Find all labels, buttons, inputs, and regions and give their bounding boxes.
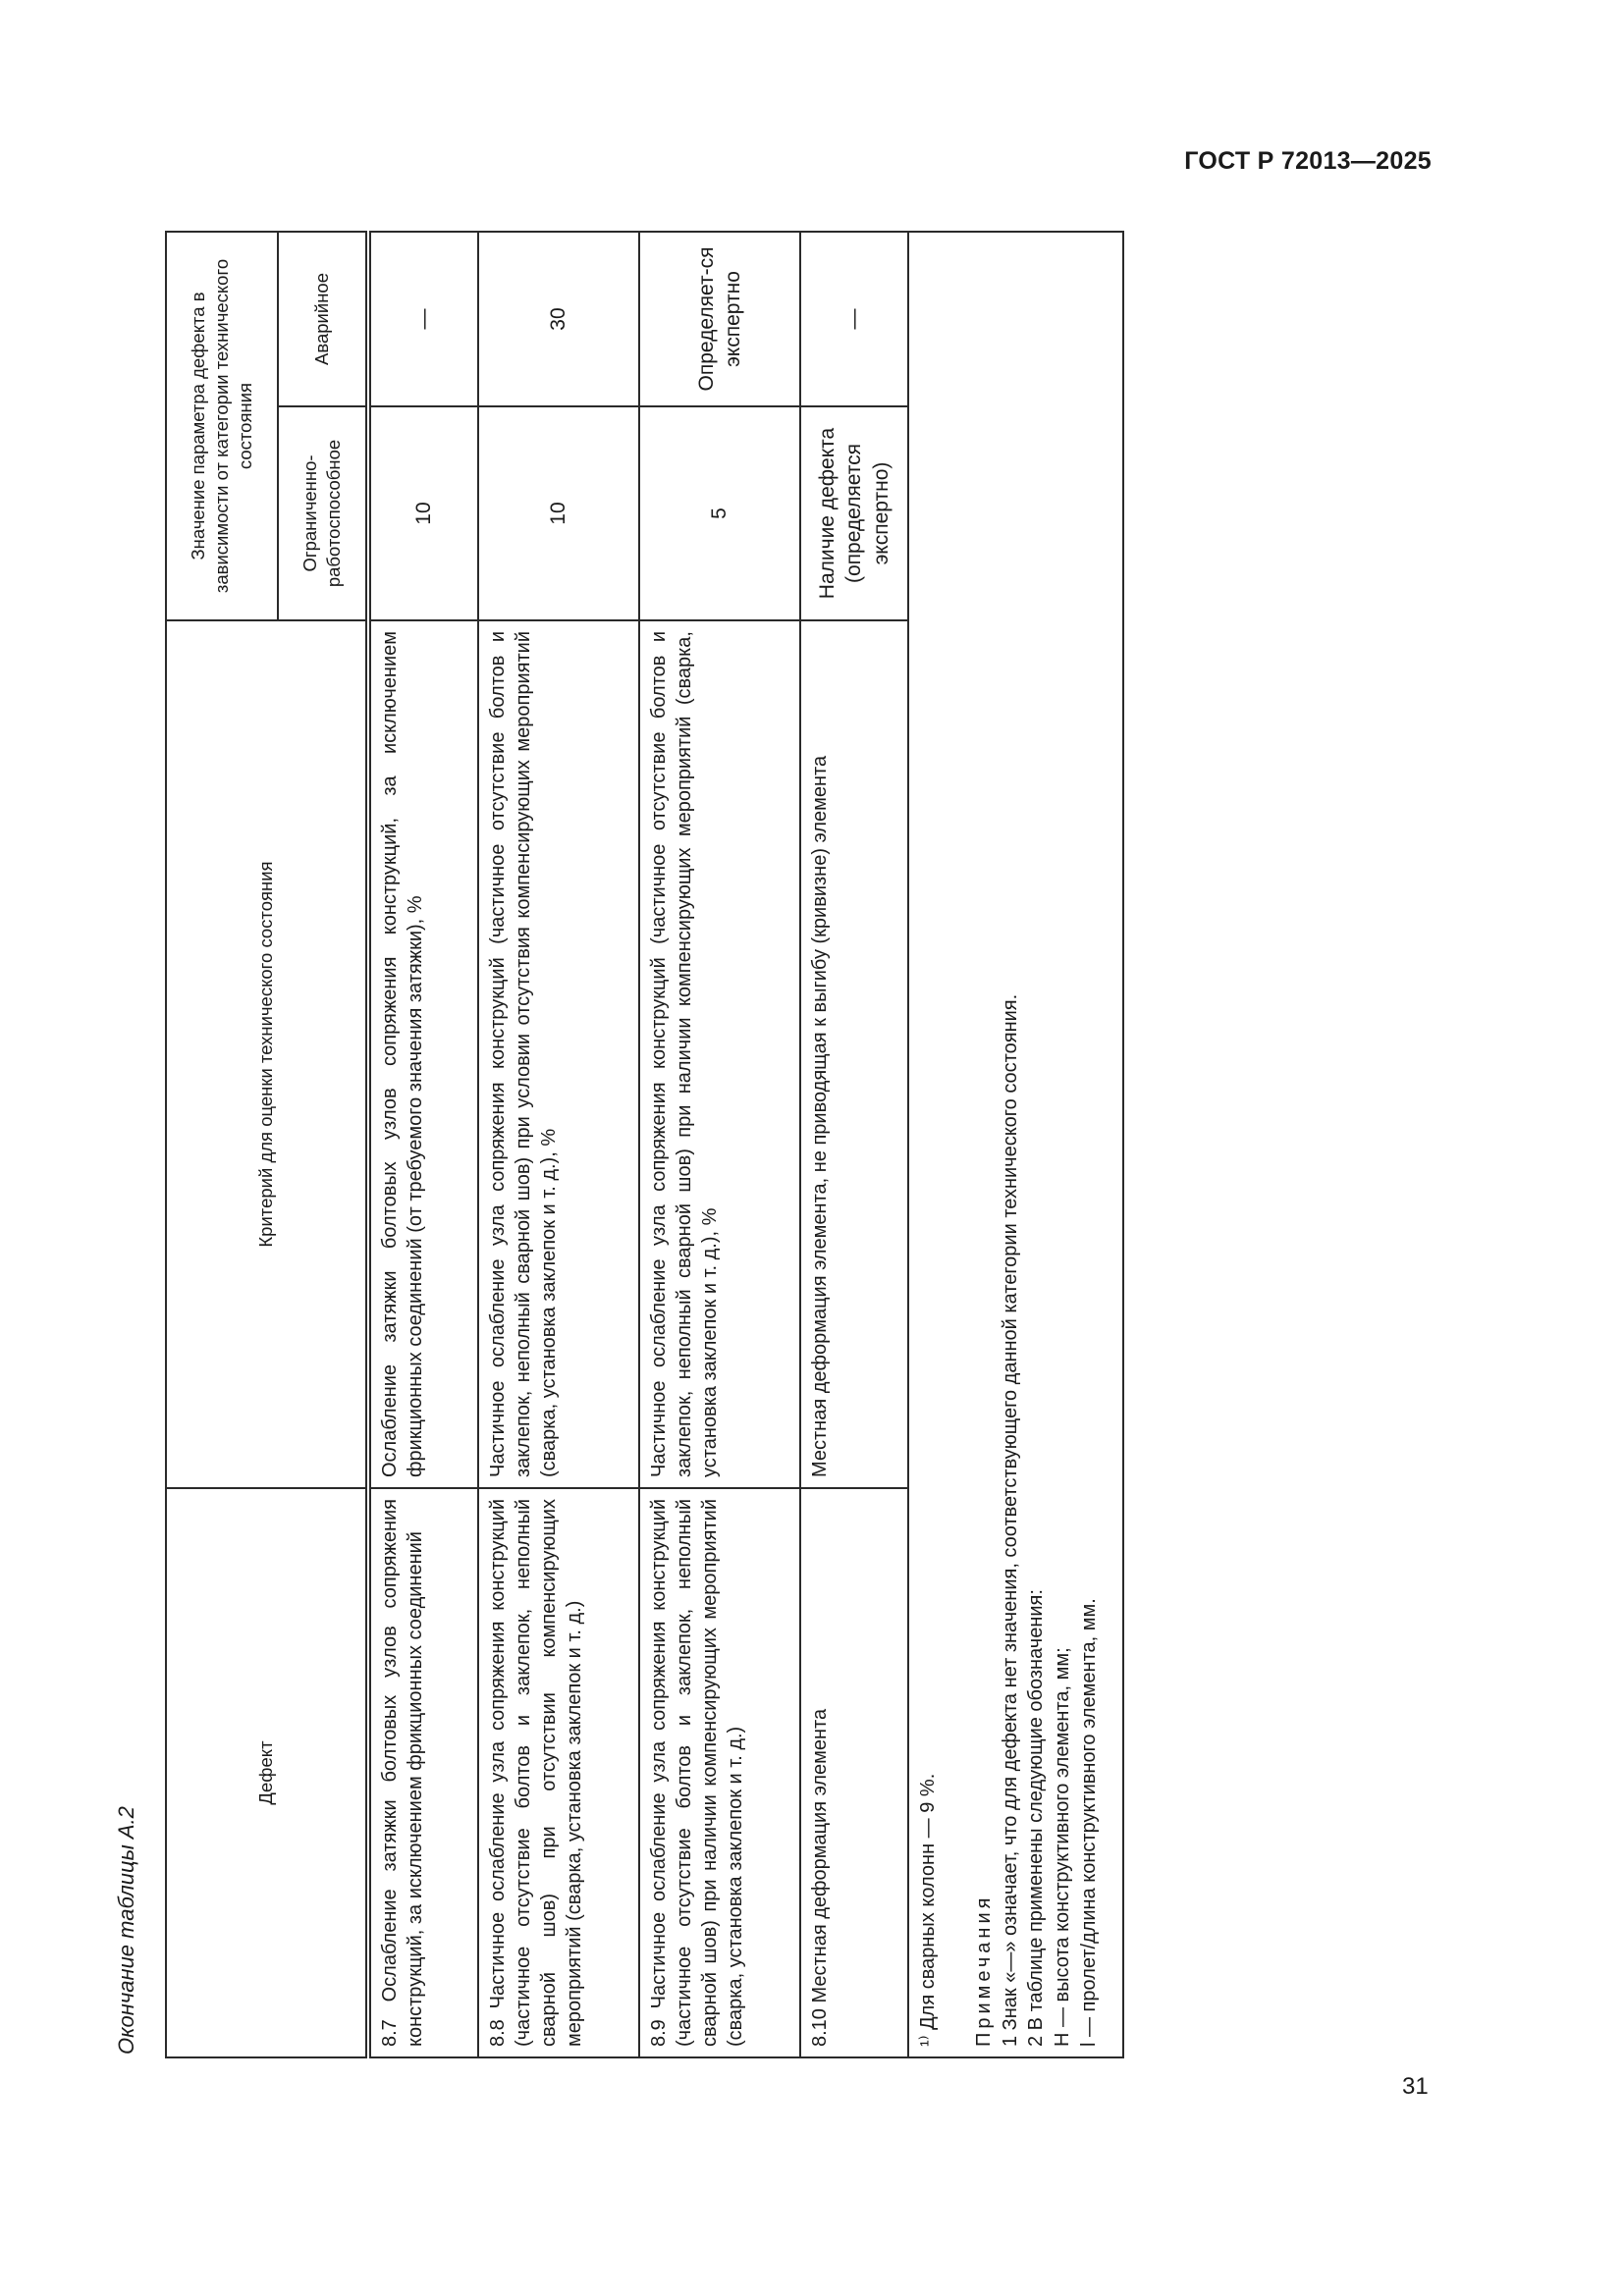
header-value-group: Значение параметра дефекта в зависимости от категории технического состояния xyxy=(166,232,278,620)
note-item: 2 В таблице применены следующие обозначения: xyxy=(1025,1589,1048,2047)
criterion-cell: Частичное ослабление узла сопряжения конструкций (частичное отсутствие болтов и заклепок, неполный сварной шов) при наличии компенсирующих мероприятий (сварка, установка заклепок и т. д.), % xyxy=(639,620,800,1488)
table-row xyxy=(368,232,478,2057)
notes-title: Примечания xyxy=(972,1894,995,2047)
table-row xyxy=(800,232,908,2057)
limited-value-cell: 10 xyxy=(478,406,639,620)
defect-cell: 8.7 Ослабление затяжки болтовых узлов сопряжения конструкций, за исключением фрикционных соединений xyxy=(368,1488,478,2057)
header-criterion: Критерий для оценки технического состояния xyxy=(166,620,368,1488)
emergency-value-cell: — xyxy=(368,232,478,406)
page-number: 31 xyxy=(1402,2073,1429,2100)
notes-cell xyxy=(908,232,1123,2057)
emergency-value-cell: 30 xyxy=(478,232,639,406)
emergency-value-cell: — xyxy=(800,232,908,406)
criterion-cell: Частичное ослабление узла сопряжения конструкций (частичное отсутствие болтов и заклепок, неполный сварной шов) при условии отсутствия компенсирующих мероприятий (сварка, установка заклепок и т. д.), % xyxy=(478,620,639,1488)
defect-cell: 8.10 Местная деформация элемента xyxy=(800,1488,908,2057)
rotated-table-block xyxy=(165,233,1147,2058)
emergency-value-cell: Определяет-ся экспертно xyxy=(639,232,800,406)
table-row xyxy=(478,232,639,2057)
criterion-cell: Ослабление затяжки болтовых узлов сопряжения конструкций, за исключением фрикционных соединений (от требуемого значения затяжки), % xyxy=(368,620,478,1488)
table-row xyxy=(639,232,800,2057)
limited-value-cell: 5 xyxy=(639,406,800,620)
criterion-cell: Местная деформация элемента, не приводящая к выгибу (кривизне) элемента xyxy=(800,620,908,1488)
footnote: ¹⁾ Для сварных колонн — 9 %. xyxy=(917,1773,939,2047)
document-id: ГОСТ Р 72013—2025 xyxy=(1184,147,1432,175)
table-caption: Окончание таблицы А.2 xyxy=(114,1806,138,2055)
note-item: 1 Знак «—» означает, что для дефекта нет значения, соответствующего данной категории технического состояния. xyxy=(999,993,1021,2047)
limited-value-cell: 10 xyxy=(368,406,478,620)
note-item: H — высота конструктивного элемента, мм; xyxy=(1052,1647,1074,2047)
header-defect: Дефект xyxy=(166,1488,368,2057)
defects-table xyxy=(165,231,1124,2058)
limited-value-cell: Наличие дефекта (определяется экспертно) xyxy=(800,406,908,620)
notes-row xyxy=(908,232,1123,2057)
defect-cell: 8.8 Частичное ослабление узла сопряжения конструкций (частичное отсутствие болтов и заклепок, неполный сварной шов) при отсутствии компенсирующих мероприятий (сварка, установка заклепок и т. д.) xyxy=(478,1488,639,2057)
header-emergency: Аварийное xyxy=(278,232,368,406)
note-item: l — пролет/длина конструктивного элемента, мм. xyxy=(1077,1598,1100,2047)
defect-cell: 8.9 Частичное ослабление узла сопряжения конструкций (частичное отсутствие болтов и заклепок, неполный сварной шов) при наличии компенсирующих мероприятий (сварка, установка заклепок и т. д.) xyxy=(639,1488,800,2057)
header-limited: Ограниченно-работоспособное xyxy=(278,406,368,620)
